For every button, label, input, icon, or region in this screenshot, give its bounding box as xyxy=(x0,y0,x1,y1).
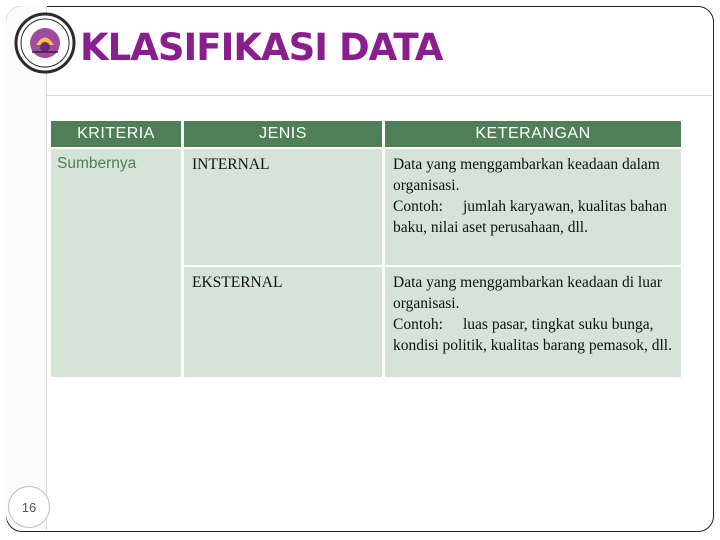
keterangan-cell xyxy=(385,267,681,377)
jenis-cell: INTERNAL xyxy=(184,149,382,265)
header-kriteria: KRITERIA xyxy=(51,121,181,147)
header-keterangan: KETERANGAN xyxy=(385,121,681,147)
title-divider xyxy=(46,95,712,96)
example-text xyxy=(393,314,673,356)
slide-side-rail xyxy=(6,6,47,530)
example-content: luas pasar, tingkat suku bunga, kondisi politik, kualitas barang pemasok, dll. xyxy=(393,316,672,354)
example-content: jumlah karyawan, kualitas bahan baku, nilai aset perusahaan, dll. xyxy=(393,198,668,236)
description-text: Data yang menggambarkan keadaan dalam organisasi. xyxy=(393,156,660,194)
criteria-cell: Sumbernya xyxy=(51,149,181,377)
example-label: Contoh: xyxy=(393,198,443,215)
page-number: 16 xyxy=(8,486,50,528)
slide-title: KLASIFIKASI DATA xyxy=(80,26,443,69)
example-text xyxy=(393,196,673,238)
jenis-cell: EKSTERNAL xyxy=(184,267,382,377)
table-header-row xyxy=(51,121,681,147)
table-row xyxy=(51,149,681,265)
classification-table xyxy=(48,119,684,379)
description-text: Data yang menggambarkan keadaan di luar organisasi. xyxy=(393,274,662,312)
header-jenis: JENIS xyxy=(184,121,382,147)
university-logo-icon xyxy=(14,12,76,74)
example-label: Contoh: xyxy=(393,316,443,333)
keterangan-cell xyxy=(385,149,681,265)
